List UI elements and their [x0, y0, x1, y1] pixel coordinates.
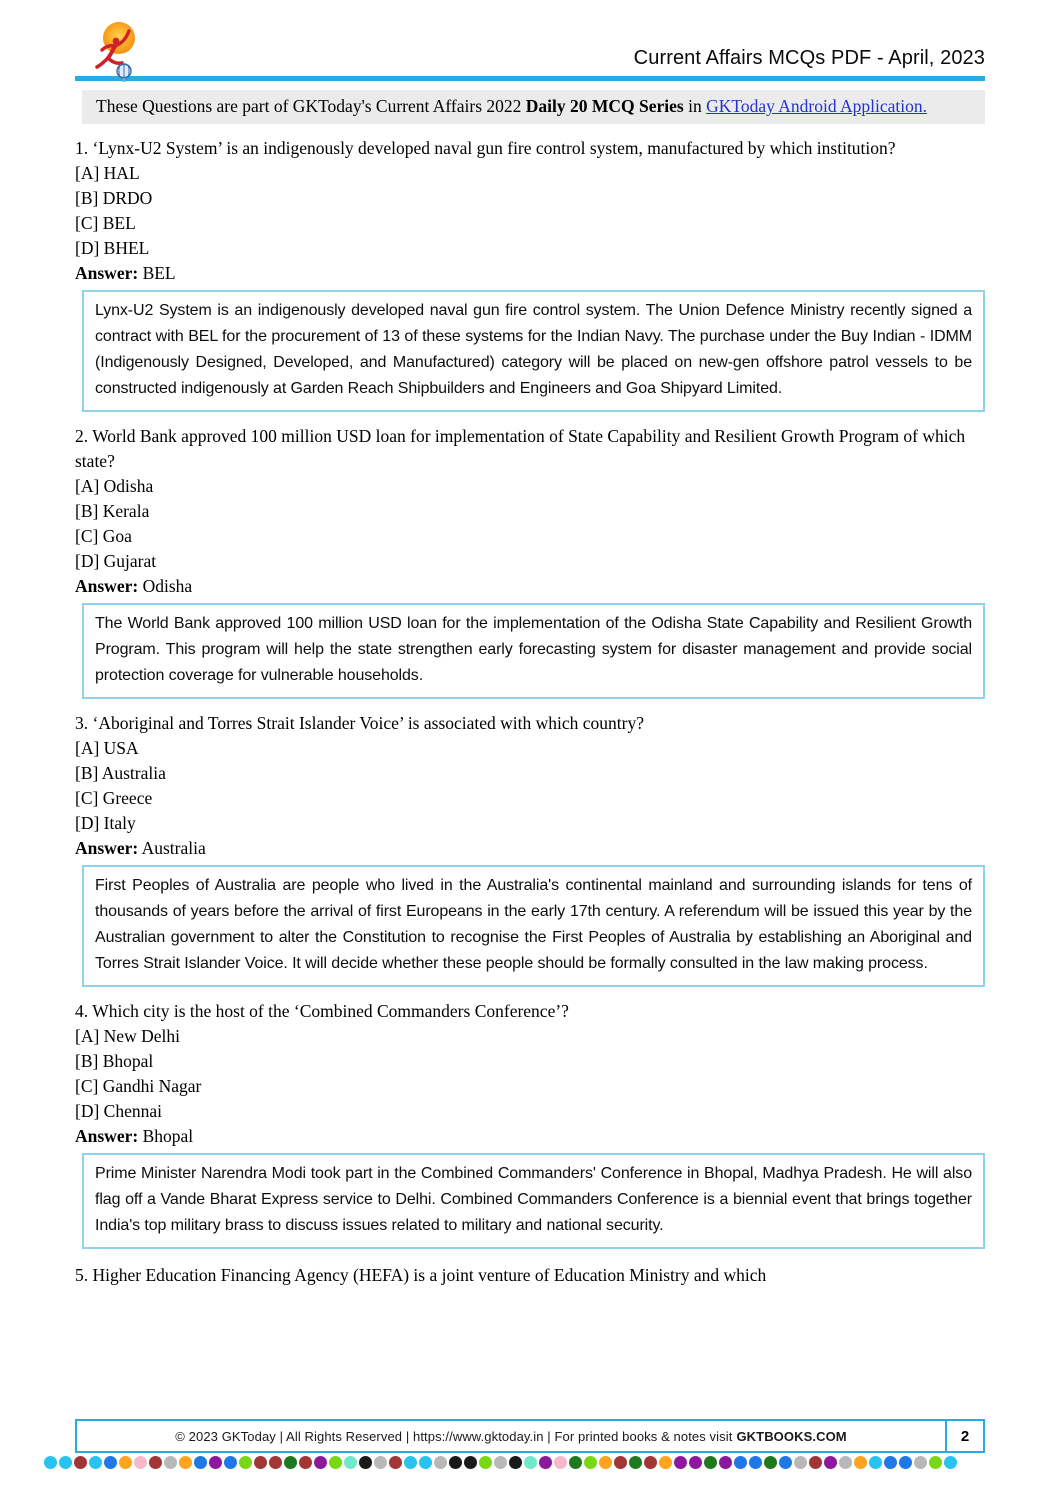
confetti-dot: [854, 1456, 867, 1469]
option: [B] Australia: [75, 763, 166, 783]
confetti-dot: [479, 1456, 492, 1469]
question-number: 1.: [75, 138, 89, 158]
confetti-dot: [809, 1456, 822, 1469]
confetti-dot: [179, 1456, 192, 1469]
explanation-box: Lynx-U2 System is an indigenously developed naval gun fire control system. The Union Defence Ministry recently signed a contract with BEL for the procurement of 13 of these systems for the Indian Navy. The purchase under the Buy Indian - IDMM (Indigenously Designed, Developed, and Manufactured) category will be placed on new-gen offshore patrol vessels to be constructed indigenously at Garden Reach Shipbuilders and Engineers and Goa Shipyard Limited.: [82, 290, 985, 412]
explanation-box: First Peoples of Australia are people who lived in the Australia's continental mainland and surrounding islands for tens of thousands of years before the arrival of first Europeans in the early 17th century. A referendum will be issued this year by the Australian government to alter the Constitution to recognise the First Peoples of Australia by establishing an Aboriginal and Torres Strait Islander Voice. It will decide whether these people should be formally consulted in the law making process.: [82, 865, 985, 987]
confetti-dot: [899, 1456, 912, 1469]
question-number: 4.: [75, 1001, 89, 1021]
option: [A] New Delhi: [75, 1026, 180, 1046]
confetti-dot: [494, 1456, 507, 1469]
confetti-dot: [359, 1456, 372, 1469]
answer-value: Odisha: [142, 576, 193, 596]
confetti-dot: [404, 1456, 417, 1469]
gktoday-logo-image: [93, 18, 141, 82]
confetti-dot: [689, 1456, 702, 1469]
answer-value: Australia: [141, 838, 206, 858]
confetti-dots-row: [44, 1456, 957, 1469]
notice-middle-text: in: [683, 96, 707, 116]
confetti-dot: [674, 1456, 687, 1469]
confetti-dot: [209, 1456, 222, 1469]
answer-line: [75, 1124, 985, 1149]
question-number: 2.: [75, 426, 89, 446]
confetti-dot: [734, 1456, 747, 1469]
footer-copyright: [77, 1421, 945, 1451]
confetti-dot: [164, 1456, 177, 1469]
options-list: [75, 161, 985, 261]
confetti-dot: [119, 1456, 132, 1469]
question-text: 2. World Bank approved 100 million USD loan for implementation of State Capability and Resilient Growth Program of which state?: [75, 426, 966, 471]
confetti-dot: [824, 1456, 837, 1469]
confetti-dot: [929, 1456, 942, 1469]
option: [A] USA: [75, 738, 139, 758]
question-text: 4. Which city is the host of the ‘Combined Commanders Conference’?: [75, 1001, 569, 1021]
confetti-dot: [794, 1456, 807, 1469]
options-list: [75, 1024, 985, 1124]
confetti-dot: [584, 1456, 597, 1469]
confetti-dot: [74, 1456, 87, 1469]
notice-banner: [82, 90, 985, 124]
options-list: [75, 736, 985, 836]
option: [D] BHEL: [75, 238, 150, 258]
option: [C] Gandhi Nagar: [75, 1076, 202, 1096]
confetti-dot: [434, 1456, 447, 1469]
page-footer: [75, 1419, 985, 1453]
option: [B] Kerala: [75, 501, 150, 521]
option: [D] Italy: [75, 813, 136, 833]
answer-value: Bhopal: [142, 1126, 194, 1146]
explanation-box: The World Bank approved 100 million USD loan for the implementation of the Odisha State Capability and Resilient Growth Program. This program will help the state strengthen early forecasting system for disaster management and provide social protection coverage for vulnerable households.: [82, 603, 985, 699]
confetti-dot: [779, 1456, 792, 1469]
explanation-box: Prime Minister Narendra Modi took part in the Combined Commanders' Conference in Bhopal, Madhya Pradesh. He will also flag off a Vande Bharat Express service to Delhi. Combined Commanders Conference is a biennial event that brings together India's top military brass to discuss issues related to military and national security.: [82, 1153, 985, 1249]
option: [C] Goa: [75, 526, 132, 546]
footer-gktbooks-text: GKTBOOKS.COM: [736, 1428, 847, 1444]
confetti-dot: [149, 1456, 162, 1469]
confetti-dot: [704, 1456, 717, 1469]
confetti-dot: [44, 1456, 57, 1469]
confetti-dot: [914, 1456, 927, 1469]
confetti-dot: [884, 1456, 897, 1469]
question-number: 3.: [75, 713, 89, 733]
answer-label: Answer:: [75, 1126, 139, 1146]
option: [D] Gujarat: [75, 551, 157, 571]
answer-label: Answer:: [75, 263, 139, 283]
confetti-dot: [509, 1456, 522, 1469]
option: [B] DRDO: [75, 188, 153, 208]
gktoday-android-app-link[interactable]: GKToday Android Application.: [706, 96, 928, 116]
notice-bold-text: Daily 20 MCQ Series: [525, 96, 684, 116]
question-block: [75, 136, 985, 412]
confetti-dot: [104, 1456, 117, 1469]
confetti-dot: [539, 1456, 552, 1469]
confetti-dot: [314, 1456, 327, 1469]
gktoday-logo: [93, 18, 141, 82]
answer-line: [75, 261, 985, 286]
option: [D] Chennai: [75, 1101, 162, 1121]
confetti-dot: [329, 1456, 342, 1469]
option: [A] HAL: [75, 163, 140, 183]
page-header: [75, 0, 985, 76]
confetti-dot: [644, 1456, 657, 1469]
confetti-dot: [89, 1456, 102, 1469]
confetti-dot: [224, 1456, 237, 1469]
option: [C] Greece: [75, 788, 153, 808]
option: [A] Odisha: [75, 476, 154, 496]
header-divider: [75, 76, 985, 81]
confetti-dot: [299, 1456, 312, 1469]
answer-line: [75, 836, 985, 861]
questions-list: [75, 136, 985, 1249]
question-block: [75, 711, 985, 987]
confetti-dot: [239, 1456, 252, 1469]
page-title: Current Affairs MCQs PDF - April, 2023: [633, 47, 985, 69]
confetti-dot: [374, 1456, 387, 1469]
options-list: [75, 474, 985, 574]
confetti-dot: [524, 1456, 537, 1469]
confetti-dot: [344, 1456, 357, 1469]
confetti-dot: [554, 1456, 567, 1469]
confetti-dot: [869, 1456, 882, 1469]
confetti-dot: [749, 1456, 762, 1469]
confetti-dot: [194, 1456, 207, 1469]
confetti-dot: [464, 1456, 477, 1469]
footer-copyright-text: © 2023 GKToday | All Rights Reserved | https://www.gktoday.in | For printed books & notes visit: [175, 1428, 733, 1444]
confetti-dot: [269, 1456, 282, 1469]
question-text: 3. ‘Aboriginal and Torres Strait Islander Voice’ is associated with which country?: [75, 713, 645, 733]
question-text: 1. ‘Lynx-U2 System’ is an indigenously developed naval gun fire control system, manufactured by which institution?: [75, 138, 896, 158]
confetti-dot: [449, 1456, 462, 1469]
confetti-dot: [599, 1456, 612, 1469]
answer-label: Answer:: [75, 838, 139, 858]
answer-label: Answer:: [75, 576, 139, 596]
confetti-dot: [569, 1456, 582, 1469]
confetti-dot: [419, 1456, 432, 1469]
confetti-dot: [134, 1456, 147, 1469]
confetti-dot: [944, 1456, 957, 1469]
question-block: [75, 999, 985, 1249]
confetti-dot: [59, 1456, 72, 1469]
confetti-dot: [659, 1456, 672, 1469]
confetti-dot: [719, 1456, 732, 1469]
notice-text: These Questions are part of GKToday's Current Affairs 2022: [96, 96, 526, 116]
question-5-partial-text: 5. Higher Education Financing Agency (HEFA) is a joint venture of Education Ministry and which: [75, 1265, 767, 1285]
confetti-dot: [254, 1456, 267, 1469]
confetti-dot: [389, 1456, 402, 1469]
confetti-dot: [284, 1456, 297, 1469]
confetti-dot: [614, 1456, 627, 1469]
confetti-dot: [629, 1456, 642, 1469]
confetti-dot: [839, 1456, 852, 1469]
answer-value: BEL: [142, 263, 176, 283]
option: [C] BEL: [75, 213, 136, 233]
option: [B] Bhopal: [75, 1051, 154, 1071]
question-block: [75, 424, 985, 699]
confetti-dot: [764, 1456, 777, 1469]
sun-icon: [103, 22, 135, 54]
page-number: 2: [945, 1421, 983, 1451]
answer-line: [75, 574, 985, 599]
